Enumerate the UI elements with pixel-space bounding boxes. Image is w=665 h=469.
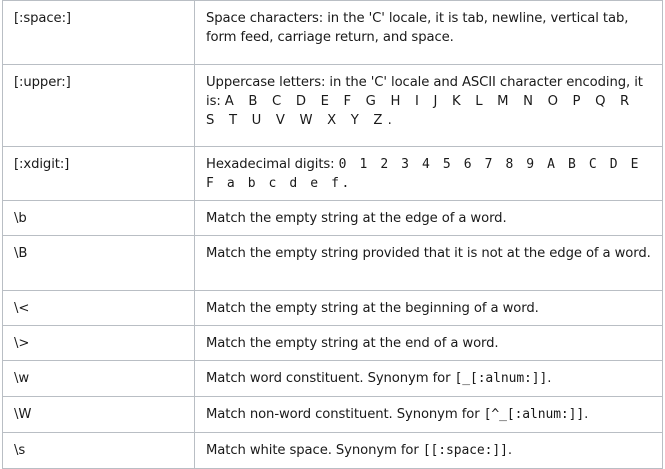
term-cell: \< xyxy=(3,291,195,326)
term-cell: \> xyxy=(3,326,195,361)
table-row xyxy=(3,361,663,397)
table-row xyxy=(3,1,663,65)
term-cell: \b xyxy=(3,201,195,236)
description-text: Uppercase letters: in the 'C' locale and ASCII character encoding, it is: xyxy=(206,75,643,109)
term-cell: [:upper:] xyxy=(3,65,195,147)
hex-digits: 0 1 2 3 4 5 6 7 8 9 A B C D E F a b c d e f. xyxy=(206,157,641,191)
description-cell: Match the empty string at the end of a word. xyxy=(195,326,663,361)
table-row xyxy=(3,326,663,361)
term-cell: \w xyxy=(3,361,195,397)
table-row xyxy=(3,433,663,469)
term-cell: \s xyxy=(3,433,195,469)
synonym-code: [_[:alnum:]] xyxy=(454,371,548,386)
description-cell xyxy=(195,147,663,201)
table-row xyxy=(3,236,663,291)
description-text: Match word constituent. Synonym for xyxy=(206,371,455,386)
description-cell: Match the empty string at the beginning of a word. xyxy=(195,291,663,326)
table-row xyxy=(3,147,663,201)
description-cell xyxy=(195,361,663,397)
description-cell: Match the empty string provided that it is not at the edge of a word. xyxy=(195,236,663,291)
table-row xyxy=(3,291,663,326)
uppercase-letters: A B C D E F G H I J K L M N O P Q R S T U V W X Y Z. xyxy=(206,94,635,128)
description-cell xyxy=(195,397,663,433)
description-text: Hexadecimal digits: xyxy=(206,157,339,172)
description-suffix: . xyxy=(507,443,512,458)
description-cell xyxy=(195,65,663,147)
description-text: Match white space. Synonym for xyxy=(206,443,423,458)
table-row xyxy=(3,65,663,147)
description-cell: Match the empty string at the edge of a word. xyxy=(195,201,663,236)
table-row xyxy=(3,397,663,433)
description-cell xyxy=(195,433,663,469)
description-suffix: . xyxy=(547,371,552,386)
description-cell: Space characters: in the 'C' locale, it is tab, newline, vertical tab, form feed, carriage return, and space. xyxy=(195,1,663,65)
term-cell: \B xyxy=(3,236,195,291)
regex-reference-table xyxy=(2,0,663,469)
term-cell: [:xdigit:] xyxy=(3,147,195,201)
term-cell: \W xyxy=(3,397,195,433)
term-cell: [:space:] xyxy=(3,1,195,65)
table-row xyxy=(3,201,663,236)
description-suffix: . xyxy=(584,407,589,422)
synonym-code: [^_[:alnum:]] xyxy=(483,407,585,422)
synonym-code: [[:space:]] xyxy=(422,443,508,458)
description-text: Match non-word constituent. Synonym for xyxy=(206,407,484,422)
